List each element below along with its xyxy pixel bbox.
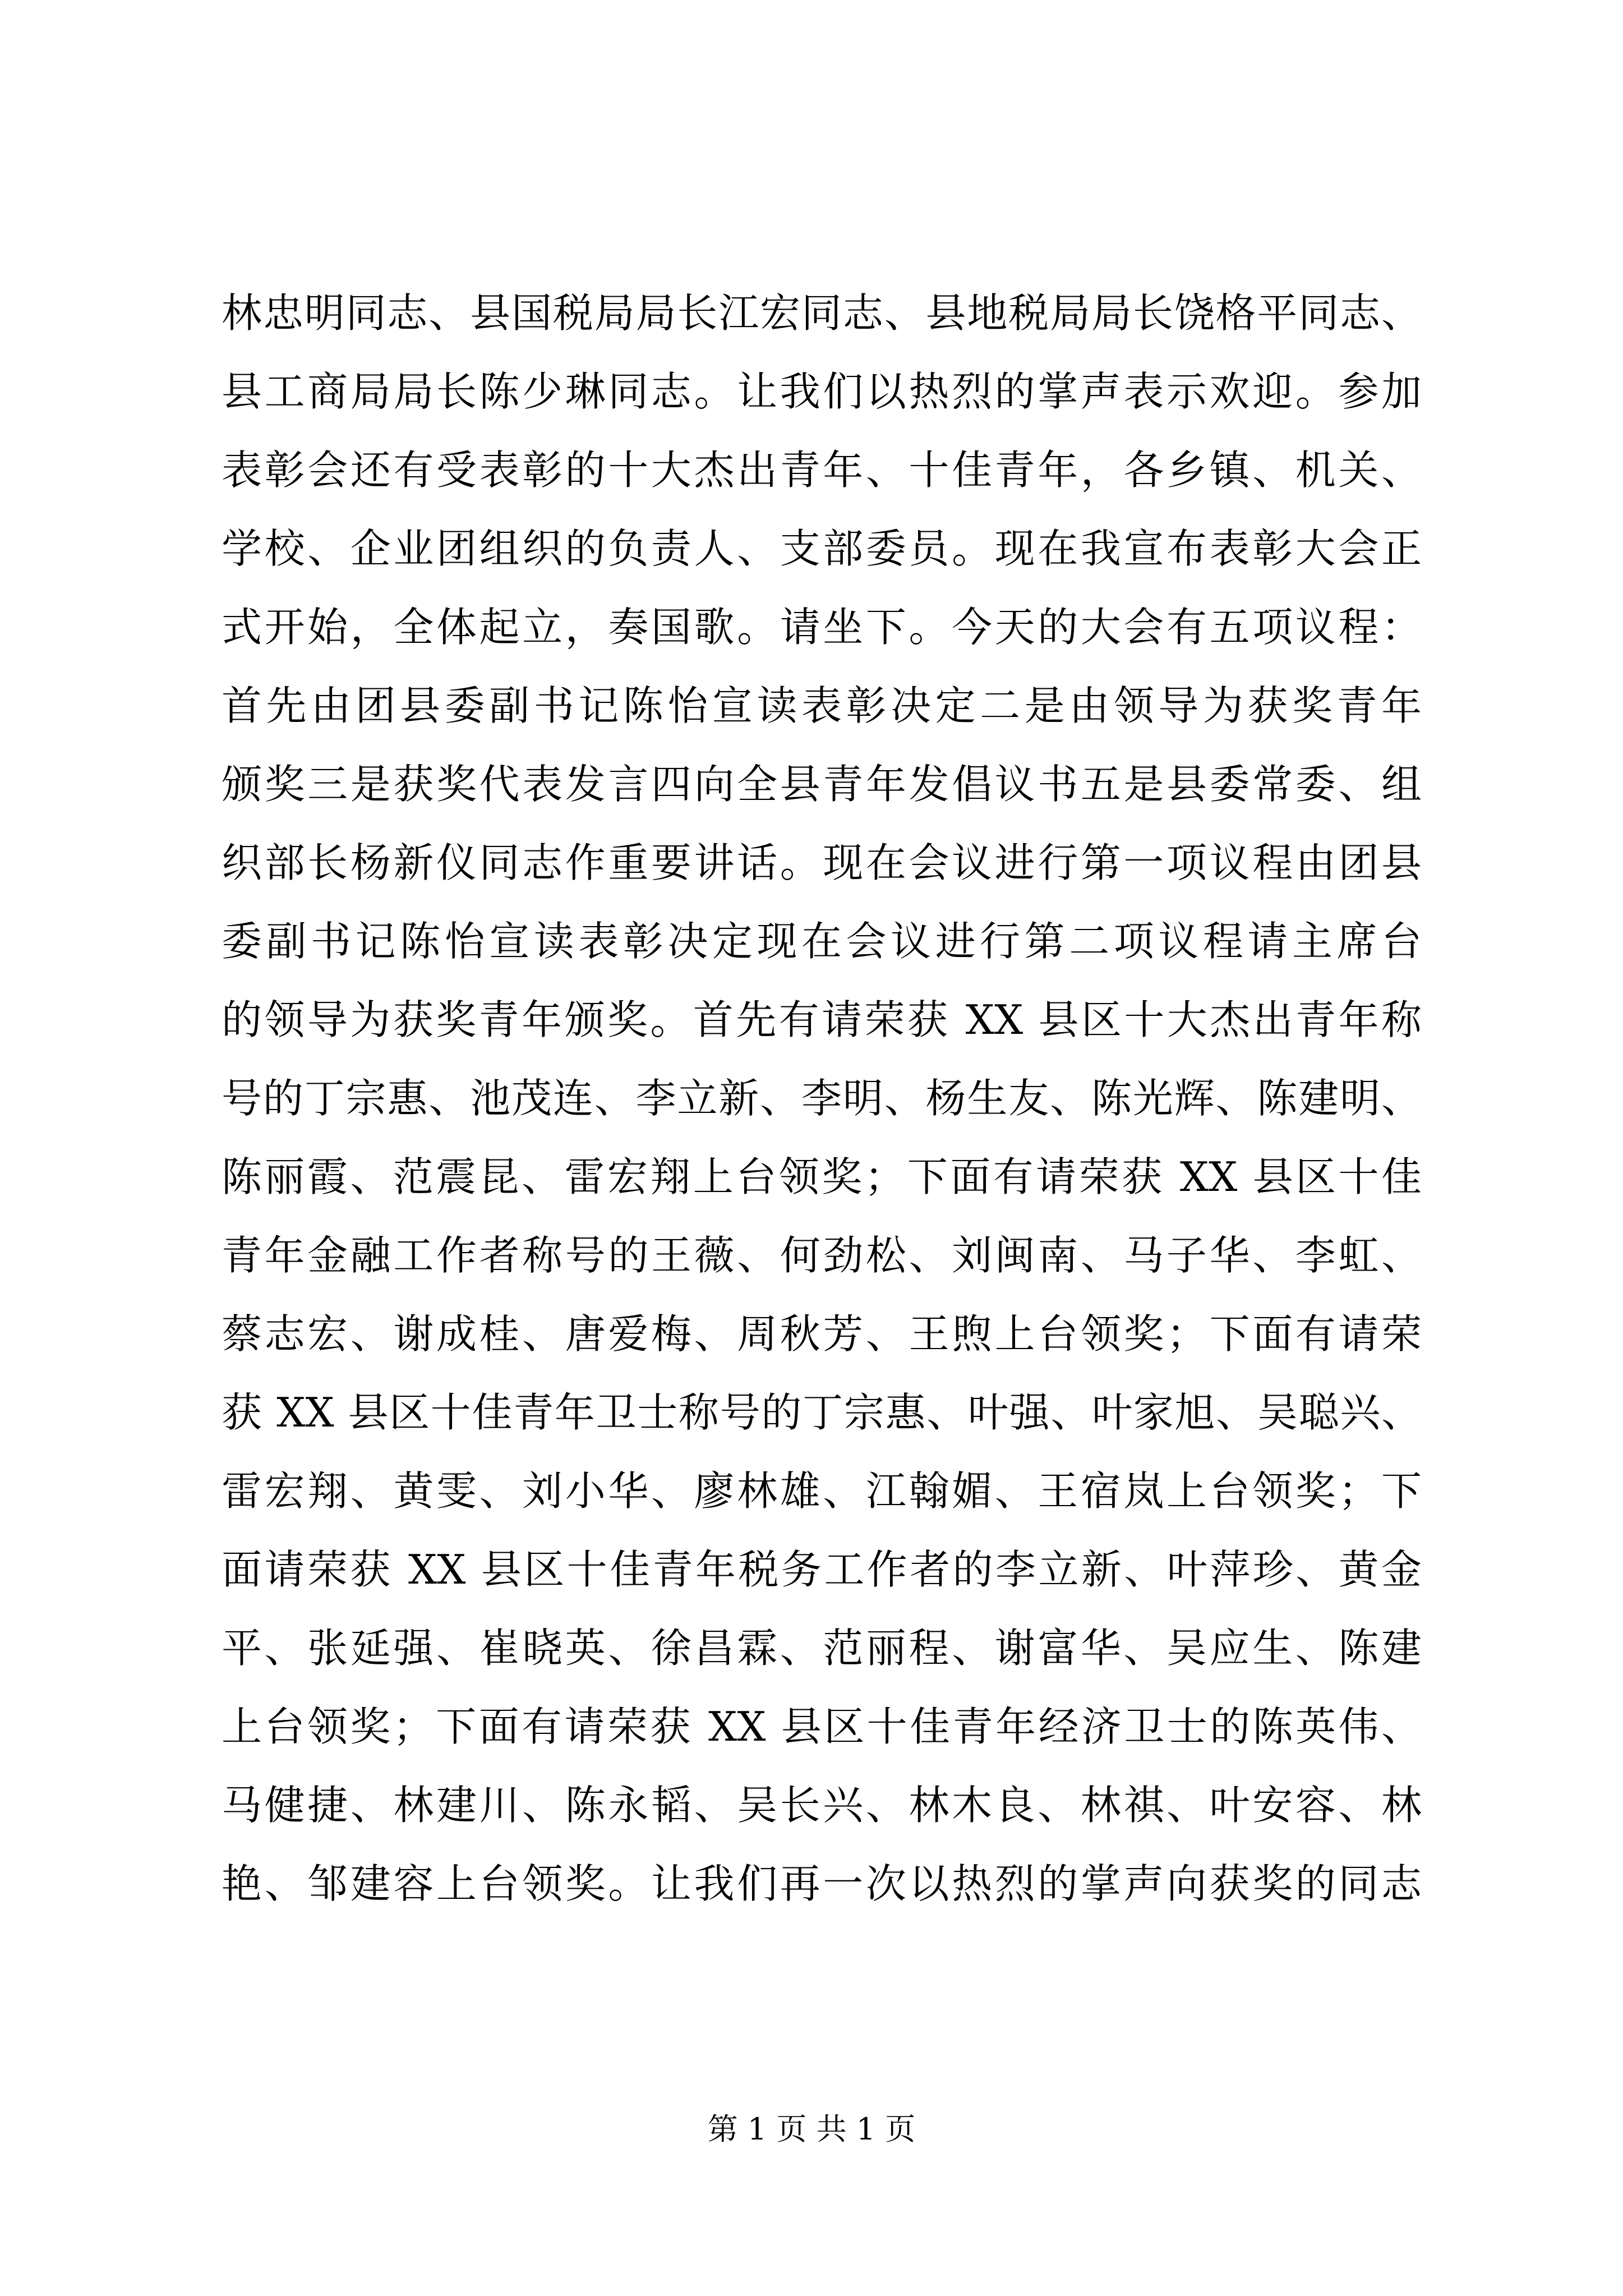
body-text [222, 274, 1422, 1923]
text-line: 表彰会还有受表彰的十大杰出青年、十佳青年，各乡镇、机关、 [222, 447, 1422, 494]
text-line: 获 XX 县区十佳青年卫士称号的丁宗惠、叶强、叶家旭、吴聪兴、 [222, 1389, 1422, 1436]
text-line: 县工商局局长陈少琳同志。让我们以热烈的掌声表示欢迎。参加 [222, 368, 1422, 415]
text-line: 青年金融工作者称号的王薇、何劲松、刘闽南、马子华、李虹、 [222, 1232, 1422, 1279]
text-line: 艳、邹建容上台领奖。让我们再一次以热烈的掌声向获奖的同志 [222, 1860, 1422, 1907]
text-line: 雷宏翔、黄雯、刘小华、廖林雄、江翰媚、王宿岚上台领奖；下 [222, 1467, 1422, 1515]
text-line: 首先由团县委副书记陈怡宣读表彰决定二是由领导为获奖青年 [222, 682, 1422, 729]
text-line: 织部长杨新仪同志作重要讲话。现在会议进行第一项议程由团县 [222, 839, 1422, 886]
text-line: 马健捷、林建川、陈永韬、吴长兴、林木良、林祺、叶安容、林 [222, 1782, 1422, 1829]
text-line: 号的丁宗惠、池茂连、李立新、李明、杨生友、陈光辉、陈建明、 [222, 1075, 1422, 1122]
text-line: 陈丽霞、范震昆、雷宏翔上台领奖；下面有请荣获 XX 县区十佳 [222, 1153, 1422, 1200]
text-line: 式开始，全体起立，奏国歌。请坐下。今天的大会有五项议程： [222, 604, 1422, 651]
text-line: 的领导为获奖青年颁奖。首先有请荣获 XX 县区十大杰出青年称 [222, 996, 1422, 1043]
text-line: 林忠明同志、县国税局局长江宏同志、县地税局局长饶格平同志、 [222, 289, 1422, 337]
page-footer: 第 1 页 共 1 页 [707, 2111, 916, 2147]
text-line: 颁奖三是获奖代表发言四向全县青年发倡议书五是县委常委、组 [222, 761, 1422, 808]
text-line: 上台领奖；下面有请荣获 XX 县区十佳青年经济卫士的陈英伟、 [222, 1703, 1422, 1750]
text-line: 学校、企业团组织的负责人、支部委员。现在我宣布表彰大会正 [222, 525, 1422, 572]
text-line: 蔡志宏、谢成桂、唐爱梅、周秋芳、王煦上台领奖；下面有请荣 [222, 1310, 1422, 1358]
text-line: 面请荣获 XX 县区十佳青年税务工作者的李立新、叶萍珍、黄金 [222, 1546, 1422, 1593]
text-line: 委副书记陈怡宣读表彰决定现在会议进行第二项议程请主席台 [222, 918, 1422, 965]
text-line: 平、张延强、崔晓英、徐昌霖、范丽程、谢富华、吴应生、陈建 [222, 1625, 1422, 1672]
